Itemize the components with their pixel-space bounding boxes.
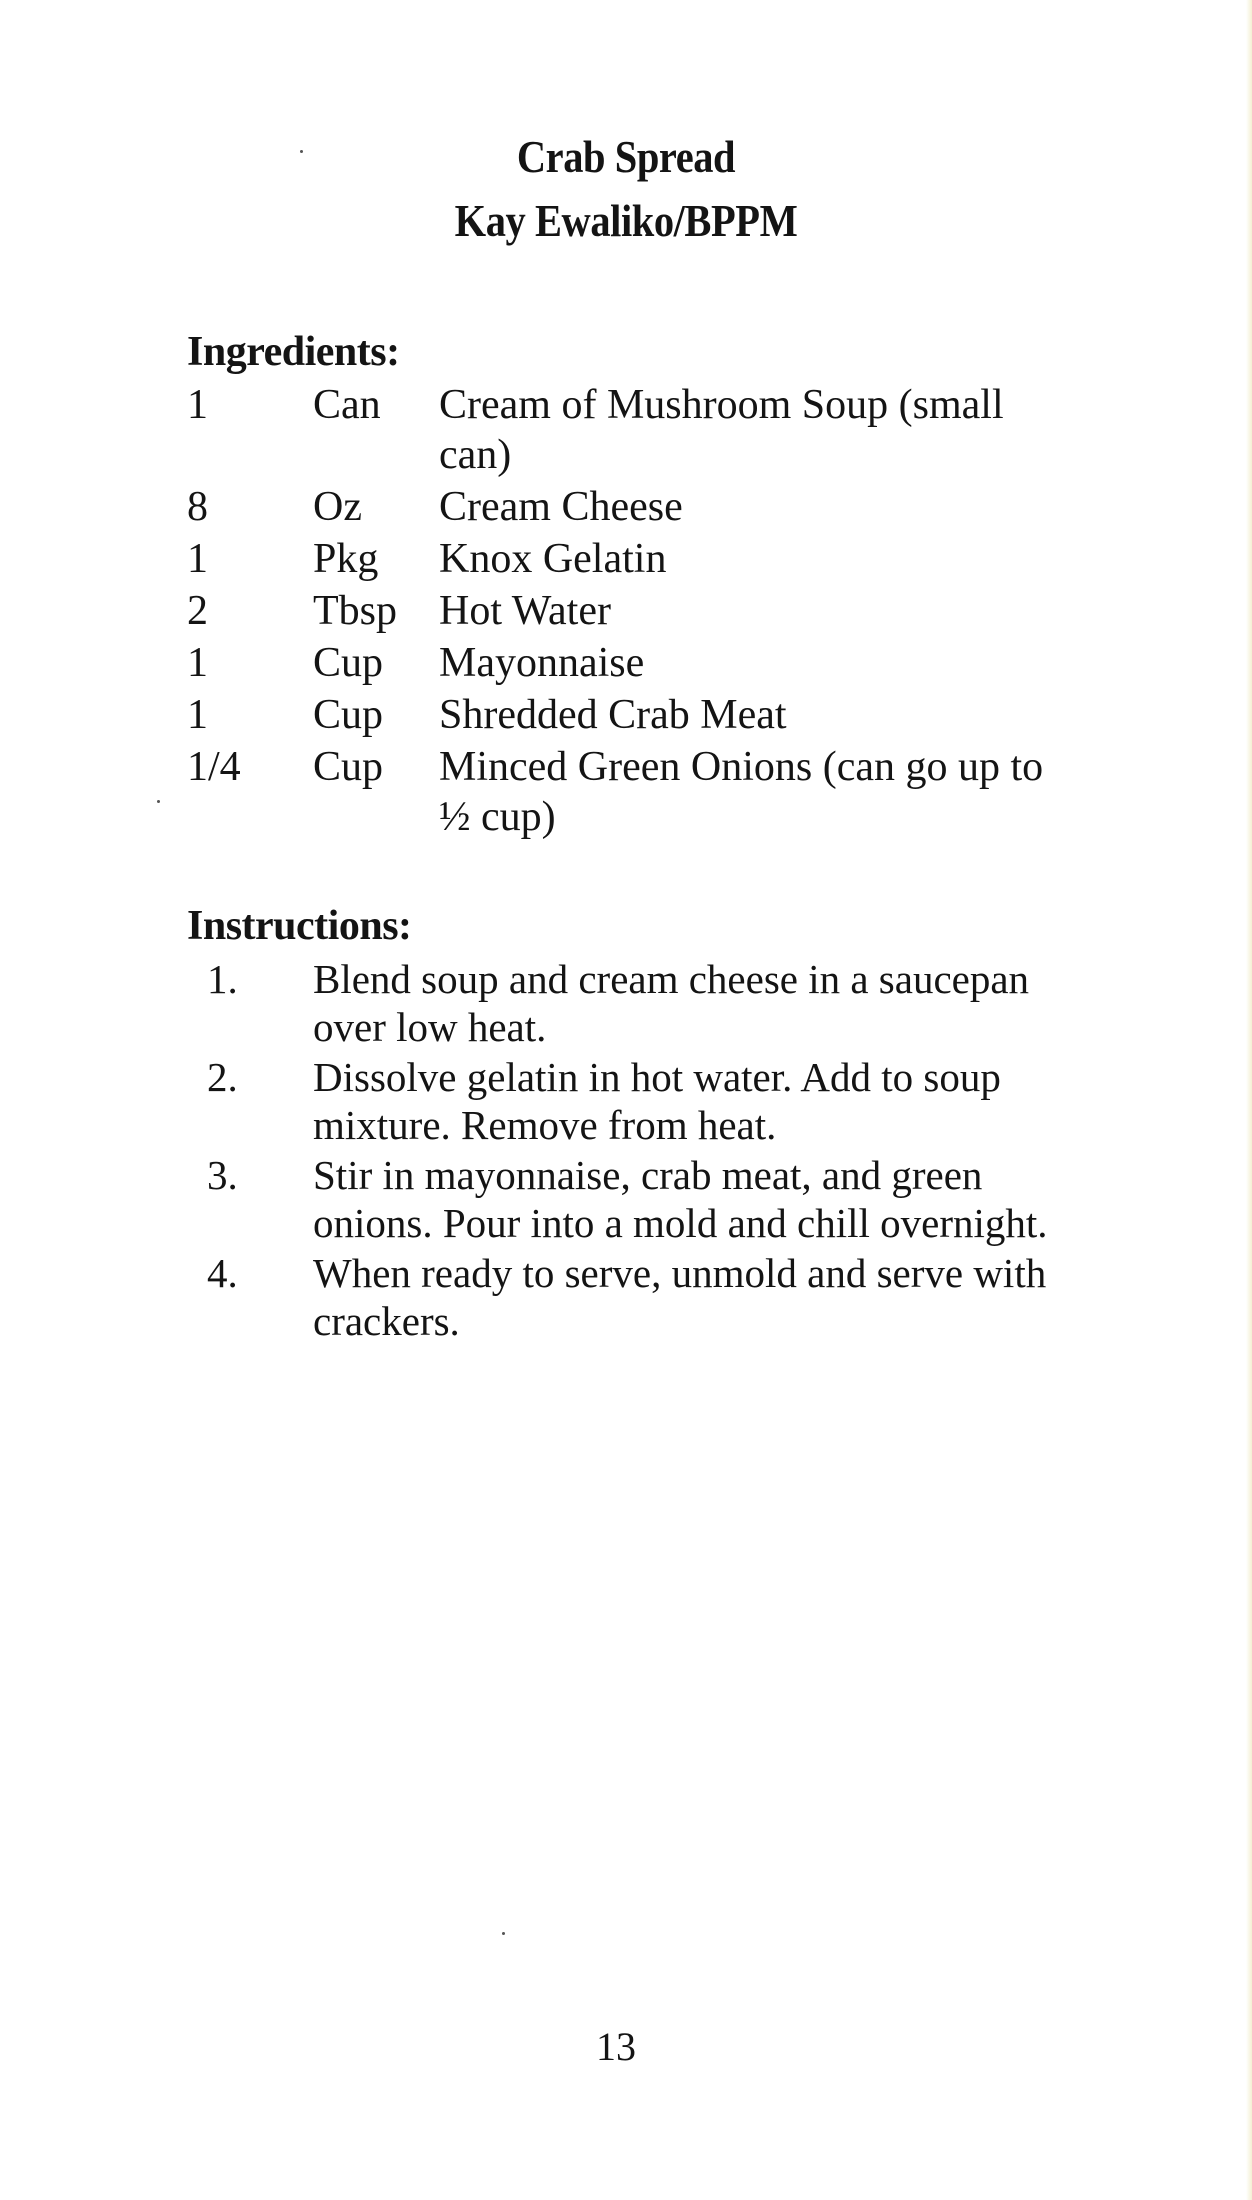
scan-speck xyxy=(300,150,303,153)
ingredient-unit: Tbsp xyxy=(313,588,397,634)
step-text: Stir in mayonnaise, crab meat, and green onions. Pour into a mold and chill overnight. xyxy=(313,1152,1048,1246)
step-number: 2. xyxy=(207,1054,238,1100)
ingredient-unit: Cup xyxy=(313,640,384,686)
recipe-header xyxy=(0,125,1252,253)
ingredient-row xyxy=(187,690,1067,740)
ingredient-quantity: 1 xyxy=(187,382,208,428)
step-text: Dissolve gelatin in hot water. Add to soup mixture. Remove from heat. xyxy=(313,1054,1001,1148)
ingredient-name: Shredded Crab Meat xyxy=(439,692,787,738)
ingredient-row xyxy=(187,742,1067,842)
scan-speck xyxy=(157,800,160,803)
step-number: 4. xyxy=(207,1250,238,1296)
page-edge xyxy=(1246,0,1252,2200)
step-number: 1. xyxy=(207,956,238,1002)
ingredient-unit: Cup xyxy=(313,744,384,790)
ingredient-unit: Can xyxy=(313,382,381,428)
ingredient-name: Mayonnaise xyxy=(439,640,645,686)
step-number: 3. xyxy=(207,1152,238,1198)
recipe-title: Crab Spread xyxy=(516,131,736,182)
ingredient-row xyxy=(187,638,1067,688)
step-text: Blend soup and cream cheese in a saucepan over low heat. xyxy=(313,956,1030,1050)
ingredient-row xyxy=(187,586,1067,636)
ingredient-name: Cream Cheese xyxy=(439,484,683,530)
ingredient-quantity: 1 xyxy=(187,692,208,738)
ingredients-heading: Ingredients: xyxy=(187,329,400,375)
instructions-list xyxy=(187,955,1067,1347)
ingredient-quantity: 1/4 xyxy=(187,744,241,790)
ingredient-name: Hot Water xyxy=(439,588,611,634)
page-number: 13 xyxy=(596,2024,636,2069)
ingredient-name: Minced Green Onions (can go up to ½ cup) xyxy=(439,744,1044,840)
ingredient-quantity: 2 xyxy=(187,588,208,634)
ingredients-list xyxy=(187,380,1067,844)
instruction-step xyxy=(187,1053,1067,1149)
ingredient-unit: Oz xyxy=(313,484,362,530)
ingredient-row xyxy=(187,534,1067,584)
step-text: When ready to serve, unmold and serve with crackers. xyxy=(313,1250,1047,1344)
instructions-heading: Instructions: xyxy=(187,903,412,949)
ingredient-row xyxy=(187,482,1067,532)
ingredient-unit: Cup xyxy=(313,692,384,738)
ingredient-quantity: 8 xyxy=(187,484,208,530)
ingredient-name: Knox Gelatin xyxy=(439,536,667,582)
recipe-author: Kay Ewaliko/BPPM xyxy=(454,195,798,246)
scan-speck xyxy=(502,1932,505,1935)
ingredient-unit: Pkg xyxy=(313,536,379,582)
ingredient-name: Cream of Mushroom Soup (small can) xyxy=(439,382,1004,478)
ingredient-quantity: 1 xyxy=(187,640,208,686)
ingredient-quantity: 1 xyxy=(187,536,208,582)
instruction-step xyxy=(187,1151,1067,1247)
ingredient-row xyxy=(187,380,1067,480)
instruction-step xyxy=(187,1249,1067,1345)
instruction-step xyxy=(187,955,1067,1051)
